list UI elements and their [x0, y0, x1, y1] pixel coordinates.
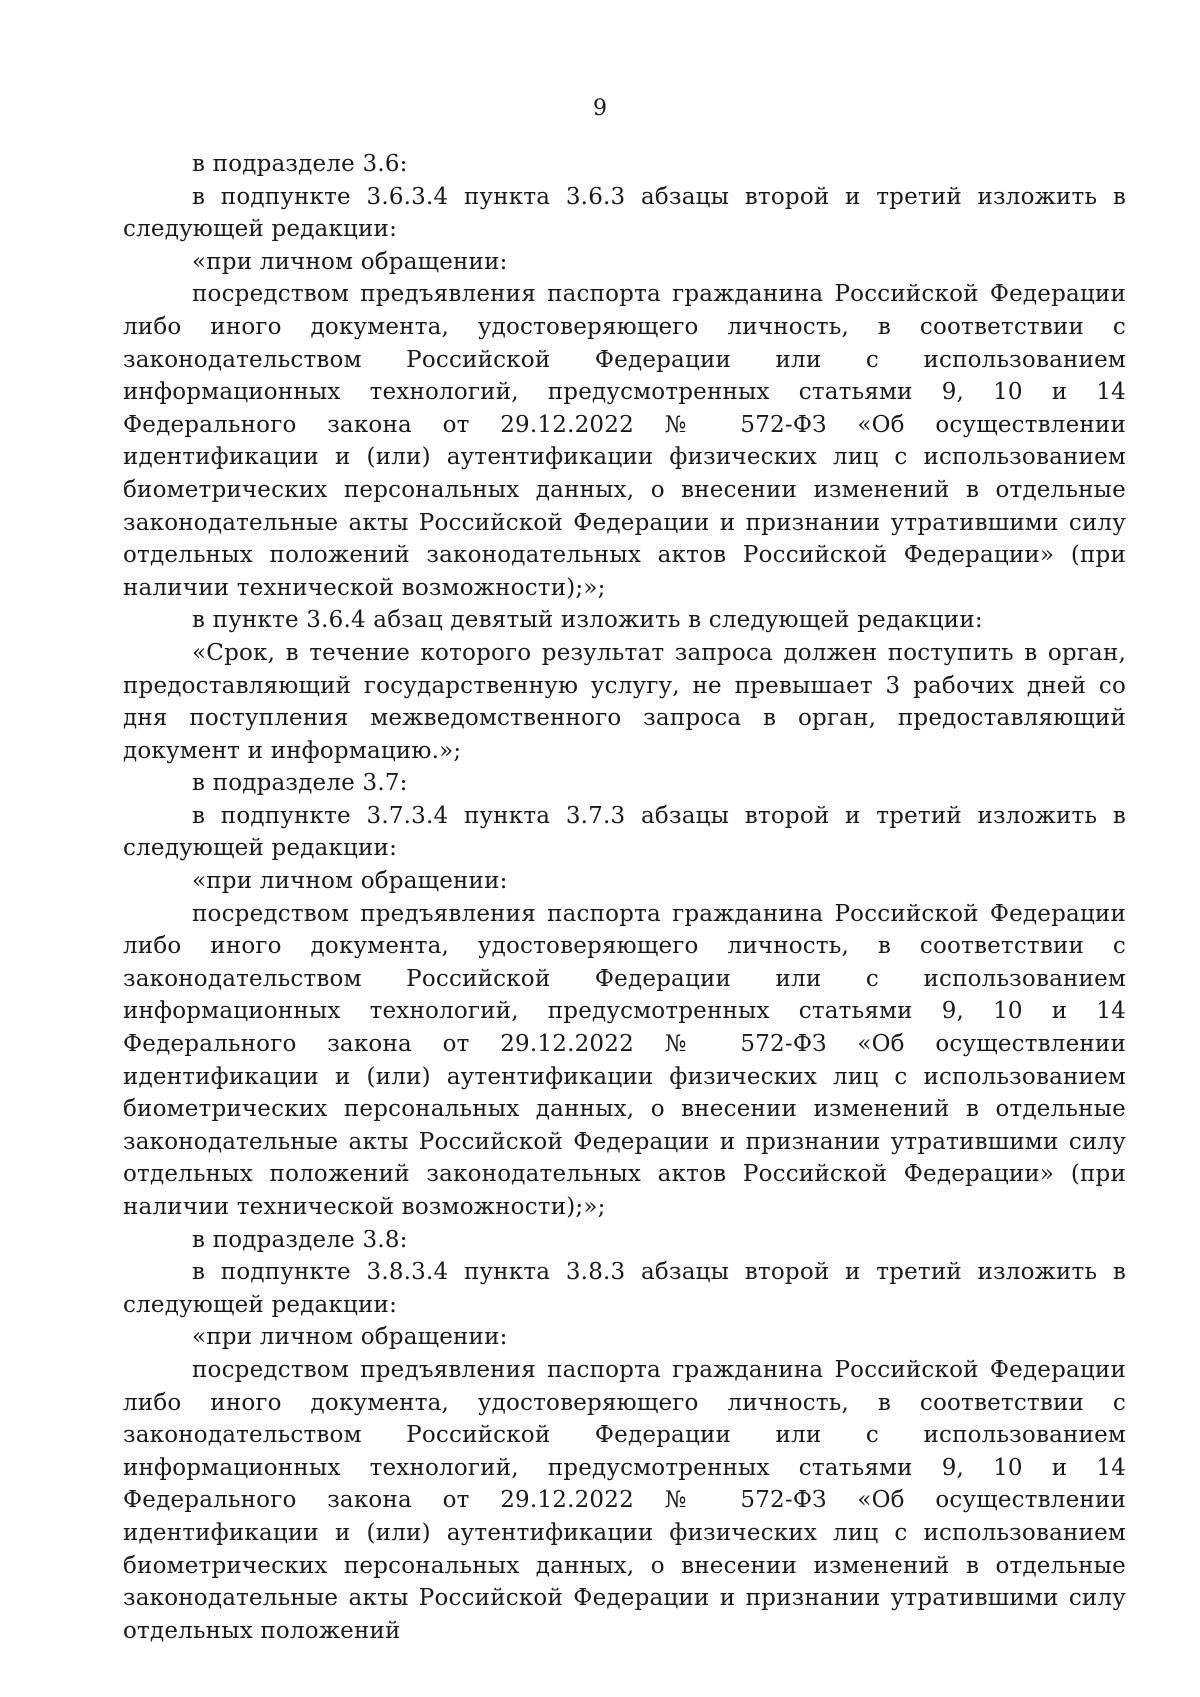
paragraph-subsection-3-8: в подразделе 3.8: [192, 1226, 408, 1253]
paragraph-clause-3-6-4: в пункте 3.6.4 абзац девятый изложить в следующей редакции: [192, 607, 983, 634]
paragraph-subclause-3-7-3-4: в подпункте 3.7.3.4 пункта 3.7.3 абзацы второй и третий изложить в следующей редакции: [123, 802, 1126, 862]
paragraph-subclause-3-8-3-4: в подпункте 3.8.3.4 пункта 3.8.3 абзацы второй и третий изложить в следующей редакции: [123, 1259, 1126, 1318]
page-number: 9 [593, 96, 607, 121]
paragraph-subsection-3-6: в подразделе 3.6: [192, 151, 408, 177]
paragraph-subclause-3-6-3-4: в подпункте 3.6.3.4 пункта 3.6.3 абзацы второй и третий изложить в следующей редакции: [123, 183, 1126, 243]
paragraph-passport-identification: посредством предъявления паспорта гражданина Российской Федерации либо иного документа, удостоверяющего личность, в соответствии с законодательством Российской Федерации или с использованием информационных технологий, предусмотренных статьями 9, 10 и 14 Федерального закона от 29.12.2022 № 572-ФЗ «Об осуществлении идентификации и (или) аутентификации физических лиц с использованием биометрических персональных данных, о внесении изменений в отдельные законодательные акты Российской Федерации и признании утратившими силу отдельных положений законодательных актов Российской Федерации» (при наличии технической возможности);»; [123, 281, 1126, 601]
document-body [123, 148, 1126, 1647]
paragraph-subsection-3-7: в подразделе 3.7: [192, 770, 408, 797]
paragraph-personal-appeal: «при личном обращении: [192, 248, 508, 275]
paragraph-request-deadline: «Срок, в течение которого результат запроса должен поступить в орган, предоставляющий государственную услугу, не превышает 3 рабочих дней со дня поступления межведомственного запроса в орган, предоставляющий документ и информацию.»; [123, 639, 1126, 764]
paragraph-passport-identification: посредством предъявления паспорта гражданина Российской Федерации либо иного документа, удостоверяющего личность, в соответствии с законодательством Российской Федерации или с использованием информационных технологий, предусмотренных статьями 9, 10 и 14 Федерального закона от 29.12.2022 № 572-ФЗ «Об осуществлении идентификации и (или) аутентификации физических лиц с использованием биометрических персональных данных, о внесении изменений в отдельные законодательные акты Российской Федерации и признании утратившими силу отдельных положений законодательных актов Российской Федерации» (при наличии технической возможности);»; [123, 900, 1126, 1220]
paragraph-personal-appeal: «при личном обращении: [192, 868, 508, 895]
paragraph-personal-appeal: «при личном обращении: [192, 1324, 508, 1351]
paragraph-passport-identification: посредством предъявления паспорта гражданина Российской Федерации либо иного документа, удостоверяющего личность, в соответствии с законодательством Российской Федерации или с использованием информационных технологий, предусмотренных статьями 9, 10 и 14 Федерального закона от 29.12.2022 № 572-ФЗ «Об осуществлении идентификации и (или) аутентификации физических лиц с использованием биометрических персональных данных, о внесении изменений в отдельные законодательные акты Российской Федерации и признании утратившими силу отдельных положений [123, 1356, 1126, 1644]
